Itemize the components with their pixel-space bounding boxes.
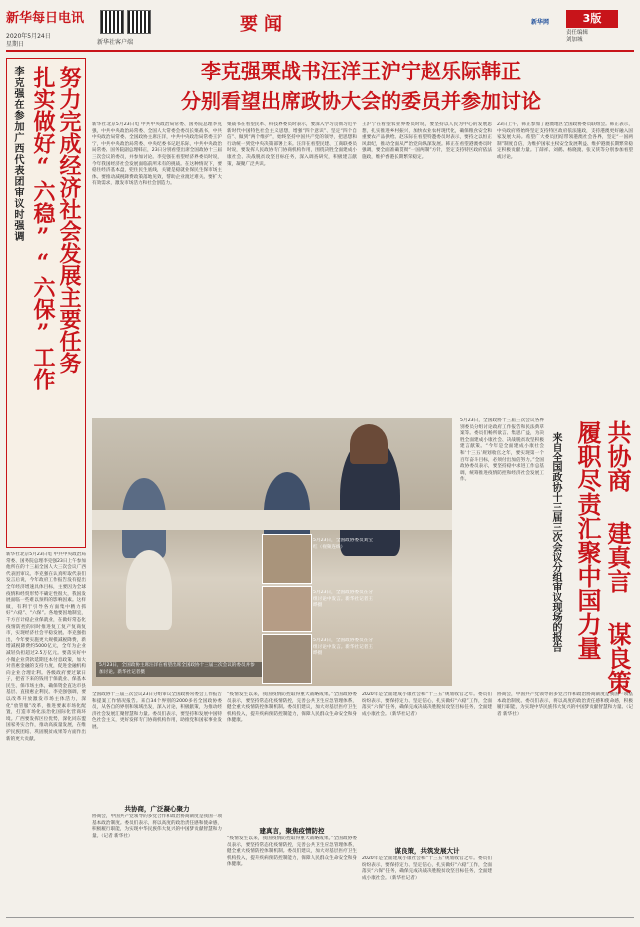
editor-credit	[566, 30, 588, 44]
footer-divider	[6, 917, 634, 918]
lower-body3b: 2020年是全面建成小康社会和“十三五”规划收官之年。委员们纷纷表示，要保持定力、坚定信心，扎实做好“六稳”工作，全面落实“六保”任务，确保完成决战决胜脱贫攻坚目标任务，全面建成小康社会。（新华社记者）	[362, 856, 492, 881]
header-divider	[6, 50, 634, 52]
inset-caption: 5月23日，全国政协委员在分组讨论中发言。新华社记者王晔摄	[313, 590, 373, 609]
inset-caption: 5月23日，全国政协委员刘宝红（视频连线）	[313, 538, 373, 550]
left-story-title-col1: 扎实做好“六稳”“六保”工作	[30, 66, 56, 390]
section-head1: 共协商，广泛凝心聚力	[124, 805, 190, 813]
inset-photo	[262, 534, 312, 584]
main-story-col2: 栗战书在看望民革、科技界委员时表示，要深入学习贯彻习近平新时代中国特色社会主义思想，增强“四个意识”、坚定“四个自信”、做到“两个维护”，始终坚持中国共产党的领导，把思想和行动统一到党中央决策部署上来。汪洋在看望民建、工商联委员时说，要发挥人民政协专门协商机构作用，围绕决胜全面建成小康社会、决战脱贫攻坚目标任务，深入调查研究，积极建言献策，凝聚广泛共识。	[227, 122, 357, 167]
headline-line1: 李克强栗战书汪洋王沪宁赵乐际韩正	[201, 59, 521, 83]
lower-body4: 协商会，中国共产党领导的多党合作和政治协商制度是我国一项基本政治制度。委员们表示，将以高度的政治责任感和使命感，积极履行职能，为实现中华民族伟大复兴的中国梦贡献智慧和力量。（记者 新华社）	[497, 692, 633, 717]
photo-table	[92, 510, 452, 530]
section-head2: 建真言，聚焦疫情防控	[259, 827, 325, 835]
right-story-body: 5月23日，全国政协十三届三次会议各界别委员分组讨论政府工作报告和民法典草案等。委员们畅所欲言、集思广益，为决胜全面建成小康社会、决战脱贫攻坚积极建言献策。“今年是全面建成小康社会和‘十三五’规划收官之年，要实现第一个百年奋斗目标，必须付出加倍努力。”全国政协委员表示，要坚持稳中求进工作总基调，统筹推进疫情防控和经济社会发展工作。	[460, 418, 544, 483]
right-story-title-col2: 履职尽责汇聚中国力量	[573, 420, 602, 660]
right-story-title-col1: 共协商 建真言 谋良策	[603, 420, 632, 694]
editor-line: 责任编辑	[566, 30, 589, 36]
app-label: 新华社客户端	[97, 39, 134, 46]
right-story-subtitle: 来自全国政协十三届三次会议分组审议现场的报告	[550, 432, 561, 652]
xinhua-logo: 新华网	[530, 19, 549, 26]
section-head3: 谋良策，共筑发展大计	[394, 847, 460, 855]
lower-body1: 全国政协十三届三次会议23日分组审议全国政协常委会工作报告和提案工作情况报告。来自34个界别的2000多名全国政协委员，从各自的界别和领域出发，深入讨论，积极献策，为推动经济社会发展汇聚智慧和力量。委员们表示，要坚持和发展中国特色社会主义，更好发挥专门协商机构作用，助推党和国家事业发展。	[92, 692, 222, 730]
lower-body2b: “疫情发生以来，我国疫情防控取得重大战略成果。”全国政协委员表示，要坚持常态化疫情防控，完善公共卫生应急管理体系，健全重大疫情防控体制机制。委员们建议，加大对基层医疗卫生机构投入，提升疾病预防控制能力，保障人民群众生命安全和身体健康。	[227, 836, 357, 868]
qr-code-icon	[100, 10, 124, 34]
main-story-col4: 23日上午，韩正参加了港澳地区全国政协委员联组会。韩正表示，中央政府将始终坚定支持特区政府依法施政，支持港澳更好融入国家发展大局。希望广大委员团结带领港澳社会各界，坚定“一国两制”制度自信，为维护国家主权安全发展利益、维护港澳长期繁荣稳定积极贡献力量。丁薛祥、刘鹤、杨晓渡、张又侠等分别参加看望或讨论。	[497, 122, 633, 160]
lower-body2a: “疫情发生以来，我国疫情防控取得重大战略成果。”全国政协委员表示，要坚持常态化疫情防控，完善公共卫生应急管理体系，健全重大疫情防控体制机制。委员们建议，加大对基层医疗卫生机构投入，提升疾病预防控制能力，保障人民群众生命安全和身体健康。	[227, 692, 357, 724]
page-number-badge: 3版	[566, 10, 618, 28]
lower-body1b: 协商会，中国共产党领导的多党合作和政治协商制度是我国一项基本政治制度。委员们表示，将以高度的政治责任感和使命感，积极履行职能，为实现中华民族伟大复兴的中国梦贡献智慧和力量。（记者 新华社）	[92, 814, 222, 839]
issue-weekday: 星期日	[6, 41, 25, 48]
qr-code-icon	[127, 10, 151, 34]
main-story-col3: 王沪宁在看望农业界委员时说，要坚持以人民为中心的发展思想，扎实推进乡村振兴，加快农业农村现代化，确保粮食安全和重要农产品供给。赵乐际在看望特邀委员时表示，要持之以恒正风肃纪，推动全面从严治党向纵深发展。韩正在看望港澳委员时强调，要全面准确贯彻“一国两制”方针，坚定支持特区政府依法施政，维护香港长期繁荣稳定。	[362, 122, 492, 160]
photo-person-head	[350, 424, 388, 464]
section-title: 要闻	[240, 14, 288, 35]
main-story-col1: 新华社北京5月23日电 中共中央政治局常委、国务院总理李克强，中共中央政治局常委、全国人大常委会委员长栗战书，中共中央政治局常委、全国政协主席汪洋，中共中央政治局常委王沪宁，中共中央政治局常委、中央纪委书记赵乐际，中共中央政治局常委、国务院副总理韩正，23日分别看望出席全国政协十三届三次会议的委员，并参加讨论。李克强在看望经济界委员时说，今年我国经济社会发展面临前所未有的挑战。在这种情况下，要稳住经济基本盘，兜住民生底线，关键是稳就业保民生保市场主体。要推动减税降费政策落地见效，帮助企业渡过难关。要扩大有效需求，激发市场活力和社会创造力。	[92, 122, 222, 187]
main-headline	[90, 56, 632, 116]
masthead: 新华每日电讯	[6, 11, 85, 26]
issue-date: 2020年5月24日	[6, 33, 51, 40]
inset-photo	[262, 634, 312, 684]
photo-caption: 5月23日，全国政协主席汪洋在看望出席全国政协十三届三次会议的委员并参加讨论。新华社记者摄	[96, 662, 262, 677]
left-story-body: 新华社北京5月23日电 中共中央政治局常委、国务院总理李克强23日上午参加他所在的十三届全国人大三次会议广西代表团审议。李克强在认真听取代表们发言后说，今年政府工作报告没有提出全年经济增速具体目标，主要因为全球疫情和经贸形势不确定性很大，我国发展面临一些难以预料的影响因素。这样做，有利于引导各方面集中精力抓好“六稳”、“六保”。各地要因地制宜，千方百计稳企业保就业，在做好常态化疫情防控的同时推进复工复产复商复市，实现经济社会平稳发展。李克强指出，今年要实施更大规模减税降费，新增减税降费约5000亿元，全年为企业减轻负担超过2.5万亿元。要落实好中小微企业贷款延期还本付息政策，加大对普惠金融的支持力度，促进金融机构向企业合理让利。各级政府要过紧日子，把省下来的钱用于保就业、保基本民生、保市场主体，确保资金直达市县基层、直接惠企利民。李克强强调，要以改革开放激发市场主体活力，深化“放管服”改革，推进要素市场化配置，打造市场化法治化国际化营商环境。广西要发挥区位优势，深化同东盟国家务实合作，推动高质量发展，在维护民族团结、巩固脱贫成果等方面作出新的更大贡献。	[6, 552, 86, 742]
inset-photo	[262, 586, 312, 632]
editor-line: 刘加城	[566, 37, 583, 43]
inset-caption: 5月23日，全国政协委员在分组讨论中发言。新华社记者王晔摄	[313, 638, 373, 657]
photo-person	[126, 550, 172, 630]
left-story-subtitle: 李克强在参加广西代表团审议时强调	[12, 66, 23, 242]
left-story-title-col2: 努力完成经济社会发展主要任务	[56, 66, 82, 374]
lower-body3a: 2020年是全面建成小康社会和“十三五”规划收官之年。委员们纷纷表示，要保持定力、坚定信心，扎实做好“六稳”工作，全面落实“六保”任务，确保完成决战决胜脱贫攻坚目标任务，全面建成小康社会。（新华社记者）	[362, 692, 492, 717]
headline-line2: 分别看望出席政协大会的委员并参加讨论	[181, 89, 541, 113]
